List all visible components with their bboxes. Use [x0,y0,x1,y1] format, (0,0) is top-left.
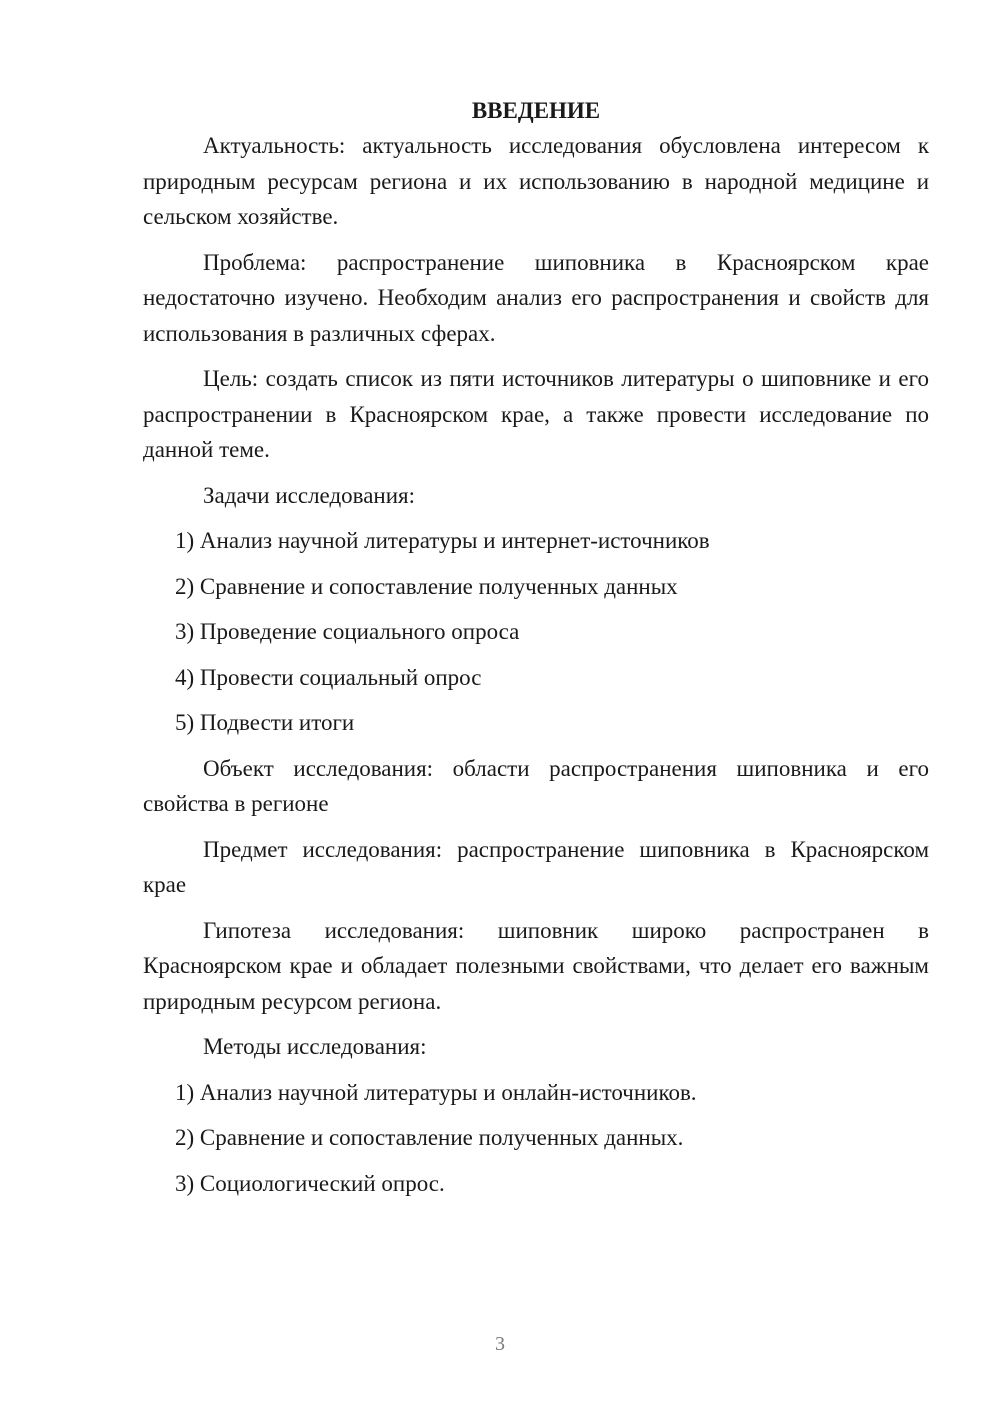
subject-paragraph: Предмет исследования: распространение шиповника в Красноярском крае [143,836,929,897]
method-item: 1) Анализ научной литературы и онлайн-источников. [175,1079,697,1105]
page-number: 3 [495,1333,505,1355]
methods-heading: Методы исследования: [203,1034,427,1059]
method-item: 2) Сравнение и сопоставление полученных данных. [175,1125,684,1150]
method-item: 3) Социологический опрос. [175,1170,445,1196]
task-item: 2) Сравнение и сопоставление полученных данных [175,573,678,599]
section-title: ВВЕДЕНИЕ [471,98,601,123]
tasks-heading: Задачи исследования: [203,482,416,508]
tasks-list [143,523,929,741]
goal-paragraph: Цель: создать список из пяти источников литературы о шиповнике и его распространении в Красноярском крае, а также провести исследование по данной теме. [143,366,929,462]
task-item: 3) Проведение социального опроса [175,619,520,644]
relevance-paragraph: Актуальность: актуальность исследования обусловлена интересом к природным ресурсам региона и их использованию в народной медицине и сельском хозяйстве. [143,133,929,229]
problem-paragraph: Проблема: распространение шиповника в Красноярском крае недостаточно изучено. Необходим анализ его распространения и свойств для использования в различных сферах. [143,249,929,346]
task-item: 5) Подвести итоги [175,710,355,735]
document-body [143,93,929,1201]
task-item: 4) Провести социальный опрос [175,664,482,690]
object-paragraph: Объект исследования: области распространения шиповника и его свойства в регионе [143,755,929,816]
task-item: 1) Анализ научной литературы и интернет-источников [175,528,710,553]
hypothesis-paragraph: Гипотеза исследования: шиповник широко распространен в Красноярском крае и обладает полезными свойствами, что делает его важным природным ресурсом региона. [143,917,929,1014]
methods-list [143,1075,929,1202]
